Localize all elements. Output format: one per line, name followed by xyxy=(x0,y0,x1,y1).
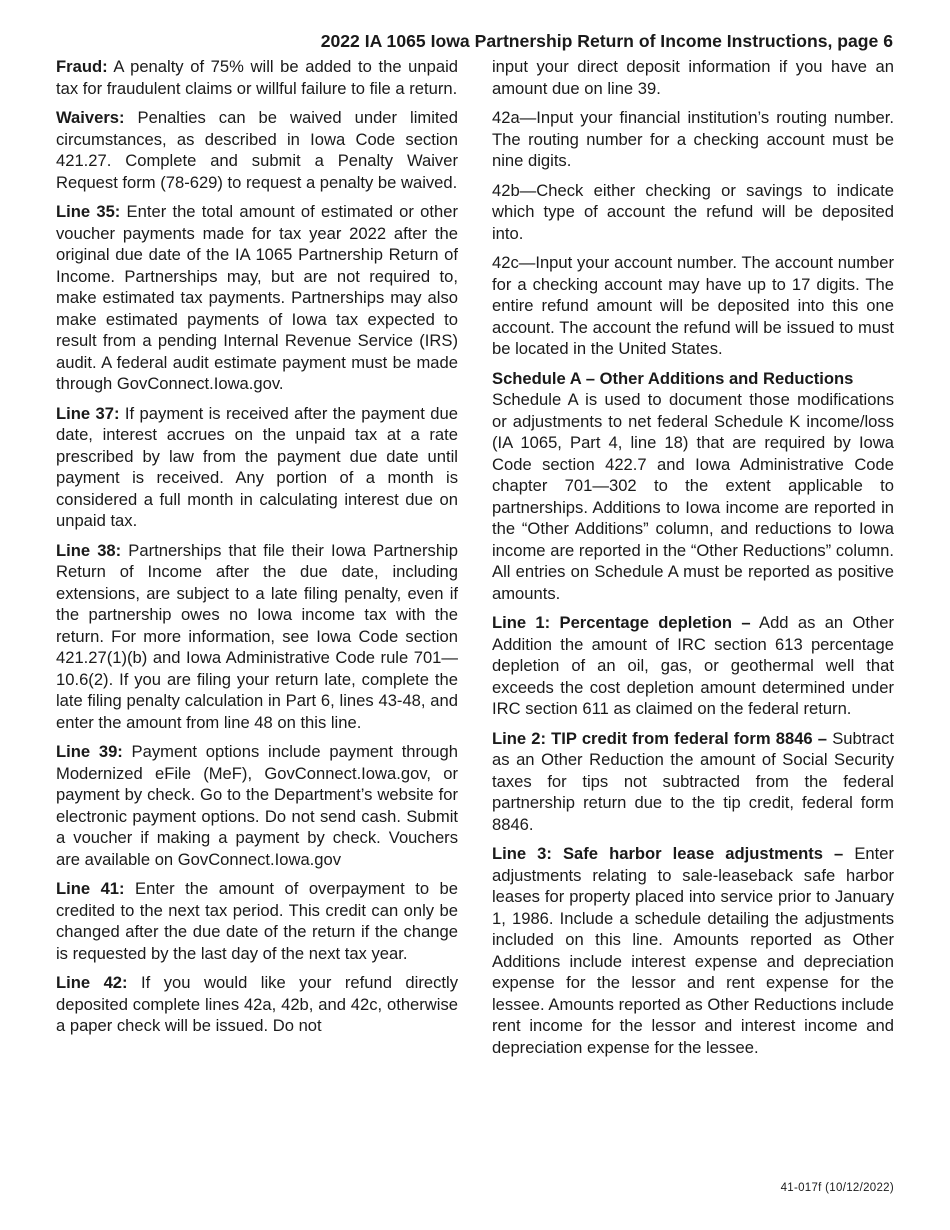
paragraph-text: Enter the amount of overpayment to be credited to the next tax period. This credit can only be changed after the due date of the return if the change is requested by the last day of the next tax year. xyxy=(56,879,458,963)
paragraph-text: Enter the total amount of estimated or other voucher payments made for tax year 2022 after the original due date of the IA 1065 Partnership Return of Income. Partnerships may, but are not required to, make estimated tax payments. Partnerships may also make estimated payments of Iowa tax expected to result from a pending Internal Revenue Service (IRS) audit. A federal audit estimate payment must be made through GovConnect.Iowa.gov. xyxy=(56,202,458,393)
paragraph-text: Add as an Other Addition the amount of IRC section 613 percentage depletion of an oil, gas, or geothermal well that exceeds the cost depletion amount determined under IRC section 611 as claimed on the federal return. xyxy=(492,613,894,718)
left-column xyxy=(56,56,458,1045)
line-42a-paragraph: 42a—Input your financial institution’s routing number. The routing number for a checking account must be nine digits. xyxy=(492,108,894,170)
paragraph-label: Line 42: xyxy=(56,973,128,992)
paragraph-text: Enter adjustments relating to sale-leaseback safe harbor leases for property placed into service prior to January 1, 1986. Include a schedule detailing the adjustments included on this line. Amounts reported as Other Additions include interest expense and depreciation expense for the lessor and rent expense for the lessee. Amounts reported as Other Reductions include rent income for the lessor and interest income and depreciation expense for the lessee. xyxy=(492,844,894,1057)
paragraph-label: Line 39: xyxy=(56,742,123,761)
paragraph-label: Line 2: TIP credit from federal form 8846 – xyxy=(492,728,828,748)
paragraph-label: Line 38: xyxy=(56,540,122,560)
paragraph-text: Subtract as an Other Reduction the amount of Social Security taxes for tips not subtracted from the federal partnership return due to the tip credit, federal form 8846. xyxy=(492,728,894,834)
line-42-paragraph xyxy=(56,972,458,1037)
paragraph-label: Line 35: xyxy=(56,202,121,221)
line-1-paragraph xyxy=(492,612,894,720)
paragraph-text: Penalties can be waived under limited circumstances, as described in Iowa Code section 421.27. Complete and submit a Penalty Waiver Request form (78-629) to request a penalty be waived. xyxy=(56,108,458,192)
paragraph-text: If payment is received after the payment due date, interest accrues on the unpaid tax at a rate prescribed by law from the payment due date until payment is received. Any portion of a month is considered a full month in calculating interest due on unpaid tax. xyxy=(56,403,458,530)
paragraph-text: Schedule A is used to document those modifications or adjustments to net federal Schedule K income/loss (IA 1065, Part 4, line 18) that are required by Iowa Code section 422.7 and Iowa Administrative Code chapter 701—302 to the extent applicable to partnerships. Additions to Iowa income are reported in the “Other Additions” column, and reductions to Iowa income are reported in the “Other Reductions” column. All entries on Schedule A must be reported as positive amounts. xyxy=(492,390,894,603)
paragraph-text: Partnerships that file their Iowa Partnership Return of Income after the due date, including extensions, are subject to a late filing penalty, even if the partnership owes no Iowa income tax with the return. For more information, see Iowa Code section 421.27(1)(b) and Iowa Administrative Code rule 701—10.6(2). If you are filing your return late, complete the late filing penalty calculation in Part 6, lines 43-48, and enter the amount from line 48 on this line. xyxy=(56,540,458,732)
line-3-paragraph xyxy=(492,843,894,1058)
schedule-a-paragraph xyxy=(492,368,894,605)
paragraph-text: If you would like your refund directly deposited complete lines 42a, 42b, and 42c, otherwise a paper check will be issued. Do not xyxy=(56,973,458,1035)
paragraph-label: Fraud: xyxy=(56,57,108,76)
line-42b-paragraph: 42b—Check either checking or savings to indicate which type of account the refund will be deposited into. xyxy=(492,180,894,243)
line-38-paragraph xyxy=(56,540,458,734)
paragraph-label: Line 3: Safe harbor lease adjustments – xyxy=(492,844,844,863)
page-title: 2022 IA 1065 Iowa Partnership Return of Income Instructions, page 6 xyxy=(320,31,893,51)
form-code: 41-017f (10/12/2022) xyxy=(780,1182,894,1194)
line-2-paragraph xyxy=(492,728,894,836)
paragraph-text: A penalty of 75% will be added to the unpaid tax for fraudulent claims or willful failure to file a return. xyxy=(56,57,458,98)
line-42-continuation: input your direct deposit information if you have an amount due on line 39. xyxy=(492,57,894,98)
line-41-paragraph xyxy=(56,878,458,964)
schedule-a-heading: Schedule A – Other Additions and Reductions xyxy=(492,368,854,388)
fraud-paragraph xyxy=(56,56,458,99)
line-42c-paragraph: 42c—Input your account number. The account number for a checking account may have up to 17 digits. The entire refund amount will be deposited into this one account. The account the refund will be issued to must be located in the United States. xyxy=(492,253,894,358)
paragraph-label: Line 37: xyxy=(56,403,120,423)
line-35-paragraph xyxy=(56,201,458,395)
line-39-paragraph xyxy=(56,741,458,870)
line-37-paragraph xyxy=(56,403,458,532)
paragraph-label: Line 1: Percentage depletion – xyxy=(492,613,751,632)
paragraph-text: Payment options include payment through Modernized eFile (MeF), GovConnect.Iowa.gov, or payment by check. Go to the Department’s website for electronic payment options. Do not send cash. Submit a voucher if making a payment by check. Vouchers are available on GovConnect.Iowa.gov xyxy=(56,742,458,869)
waivers-paragraph xyxy=(56,107,458,193)
paragraph-label: Waivers: xyxy=(56,108,125,127)
right-column xyxy=(492,56,894,1066)
paragraph-label: Line 41: xyxy=(56,879,125,898)
